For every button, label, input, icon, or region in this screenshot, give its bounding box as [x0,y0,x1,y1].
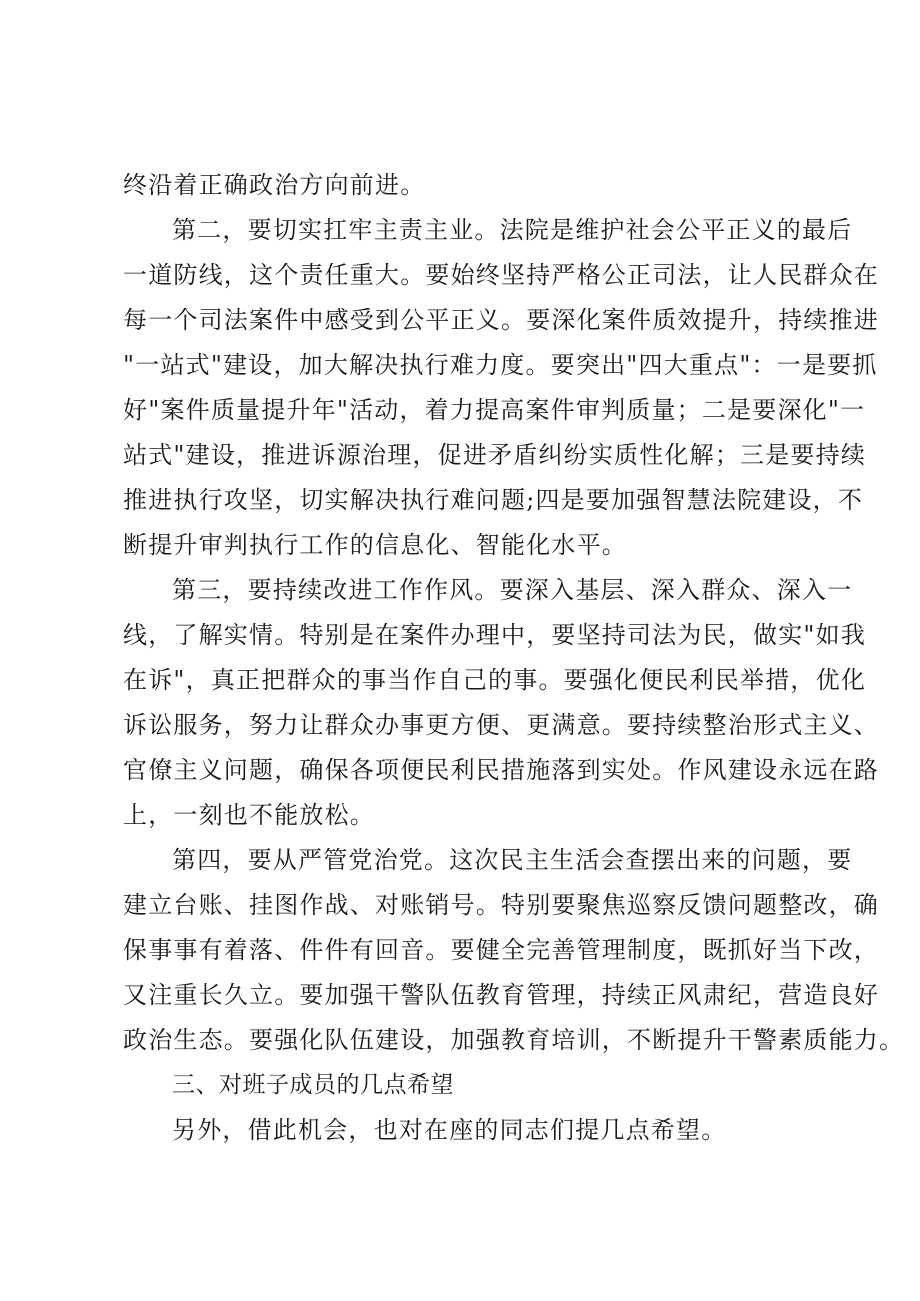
paragraph-first-line: 第四，要从严管党治党。这次民主生活会查摆出来的问题，要 [172,846,853,874]
paragraph-line: 终沿着正确政治方向前进。 [123,171,426,199]
paragraph-first-line: 第二，要切实扛牢主责主业。法院是维护社会公平正义的最后 [172,216,853,244]
paragraph-line: 官僚主义问题，确保各项便民利民措施落到实处。作风建设永远在路 [123,756,879,784]
paragraph-line: 好"案件质量提升年"活动，着力提高案件审判质量；二是要深化"一 [123,396,866,424]
paragraph-line: 保事事有着落、件件有回音。要健全完善管理制度，既抓好当下改， [123,936,879,964]
paragraph-line: 在诉"，真正把群众的事当作自己的事。要强化便民利民举措，优化 [123,666,867,694]
paragraph-line: 每一个司法案件中感受到公平正义。要深化案件质效提升，持续推进 [123,306,879,334]
section-heading: 三、对班子成员的几点希望 [172,1072,454,1098]
paragraph-line: 线，了解实情。特别是在案件办理中，要坚持司法为民，做实"如我 [123,621,867,649]
paragraph-line: 推进执行攻坚，切实解决执行难问题;四是要加强智慧法院建设，不 [123,486,864,514]
paragraph-line: 站式"建设，推进诉源治理，促进矛盾纠纷实质性化解；三是要持续 [123,441,867,469]
paragraph-line: 上，一刻也不能放松。 [123,801,375,829]
paragraph-line: 政治生态。要强化队伍建设，加强教育培训，不断提升干警素质能力。 [123,1026,905,1054]
paragraph-line: "一站式"建设，加大解决执行难力度。要突出"四大重点"：一是要抓 [123,351,878,379]
paragraph-line: 一道防线，这个责任重大。要始终坚持严格公正司法，让人民群众在 [123,261,879,289]
paragraph-line: 建立台账、挂图作战、对账销号。特别要聚焦巡察反馈问题整改，确 [123,891,879,919]
paragraph-line: 又注重长久立。要加强干警队伍教育管理，持续正风肃纪，营造良好 [123,981,879,1009]
paragraph-line: 断提升审判执行工作的信息化、智能化水平。 [123,531,627,559]
paragraph-first-line: 第三，要持续改进工作作风。要深入基层、深入群众、深入一 [172,576,853,604]
paragraph-first-line: 另外，借此机会，也对在座的同志们提几点希望。 [172,1116,727,1144]
paragraph-line: 诉讼服务，努力让群众办事更方便、更满意。要持续整治形式主义、 [123,711,879,739]
